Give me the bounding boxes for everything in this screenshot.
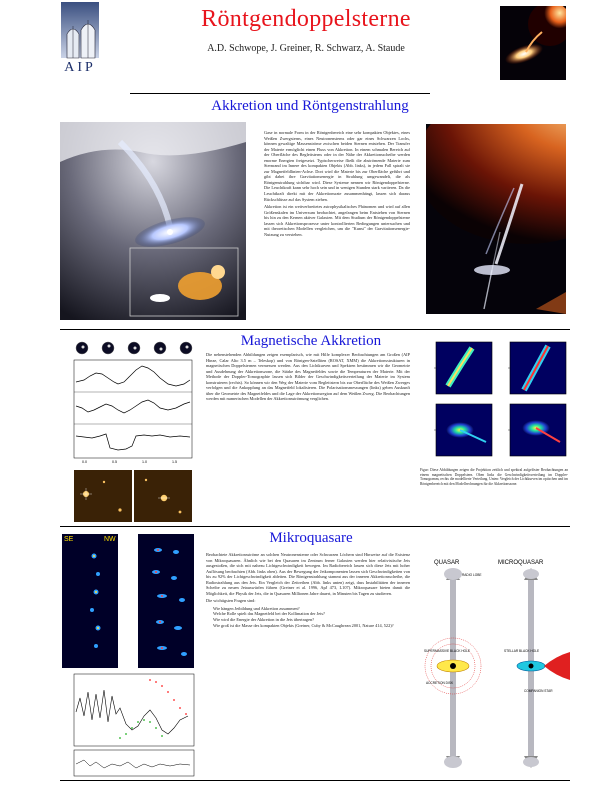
- pol-tick-0: 0.0: [82, 460, 87, 464]
- se-label: SE: [64, 536, 74, 543]
- microquasar-questions-intro: Die wichtigsten Fragen sind:: [206, 598, 256, 604]
- accretion-text: [264, 130, 410, 316]
- radio-jet-sequence-figure: [58, 530, 196, 670]
- xray-radio-timeseries-figure: [60, 672, 196, 780]
- right-star-label: COMPANION STAR: [524, 689, 553, 693]
- accretion-paragraph-2: Akkretion ist ein weitverbreitetes astrophysikalisches Phänomen und wird auf allen Größenskalen im Universum beobachtet, angefangen beim Entstehen von Sternen bis hin zu den Kernen aktiver Galaxien. Mit dem Studium der Röntgendoppelsterne lassen sich Akkretionsprozesse unter kontrollierten Bedingungen untersuchen und mit theoretischen Modellen vergleichen, um die "Kunst" der Gravitationsenergie-Nutzung zu verstehen.: [264, 204, 410, 237]
- left-disk-label: ACCRETION DISK: [426, 681, 454, 685]
- author-list: A.D. Schwope, J. Greiner, R. Schwarz, A. Staude: [207, 43, 405, 54]
- question-item: • Wie wird die Energie der Akkretion in die Jets übertragen?: [213, 617, 410, 623]
- pol-tick-1: 0.5: [112, 460, 117, 464]
- section-title-magnetic: Magnetische Akkretion: [240, 333, 382, 349]
- left-bh-label: SUPERMASSIVE BLACK HOLE: [424, 649, 471, 653]
- wd-phase-icons: [76, 342, 192, 354]
- quasar-microquasar-diagram: [420, 556, 570, 776]
- jet-red-giant-illustration: [426, 124, 566, 314]
- nw-label: NW: [104, 536, 116, 543]
- accretion-paragraph-1: Gase in normale Form in der Röntgenbereich eine sehr kompakten Objektes, eines Weißen Zwergsterns, eines Neutronensterns oder gar eines Schwarzen Lochs, können gewaltige Massenströme zwischen beiden Sternen entstehen. Der Transfer der Materie ermöglicht einen Fluss von Akkretion. In einem schmalen Bereich auf der Oberfläche des Begleitsterns oder in der Nähe der Akkretionsscheibe werden enorme Energien freigesetzt. Typischerweise fließt die abströmende Materie zum Sternrand im Innere des kompakten Objekts (Abb. links), in jedem Fall spiralt sie zur Magnetfeldlinien-Achse. Dort wird die Materie bis zur Oberfläche geführt und gibt dabei ihre Gravitationsenergie in Strahlung umgewandelt, die als Röntgenstrahlung sichtbar wird. Diese Systeme nennen wir Röntgendoppelsterne. Die Leuchtkraft kann sehr hoch sein und in wenigen Stunden stark variieren. Da die Leuchtkraft direkt mit der Akkretionsrate zusammenhängt, lassen sich daraus Rückschlüsse auf das System ziehen.: [264, 130, 410, 202]
- section-title-microquasar: Mikroquasare: [269, 530, 353, 546]
- doppler-tomogram-figure: [420, 338, 570, 462]
- accretion-disk-illustration: [60, 122, 246, 320]
- quasar-label: QUASAR: [434, 560, 460, 566]
- pol-tick-2: 1.0: [142, 460, 147, 464]
- question-item: • Wie hängen Jetbildung und Akkretion zusammen?: [213, 606, 410, 612]
- page-title: Röntgendoppelsterne: [201, 6, 411, 32]
- magnetic-figure-caption: Figur: Diese Abbildungen zeigen die Projektion zeitlich und spektral aufgelöster Beobachtungen an einem magnetischen Doppelstern. Oben links die Geschwindigkeitsverteilung im Doppler-Tomogramm, rechts die modellierte Verteilung. Unten: Vergleich der Lichtkurven im optischen und im Röntgenbereich mit den Modellrechnungen für die Akkretionszone.: [420, 468, 568, 486]
- microquasar-paragraph: Beobachtete Akkretionsströme an solchen Neutronensterne oder Schwarzen Löchern sind Hinweise auf die Existenz von Mikroquasaren. Ähnlich wie bei den Quasaren im Zentrum ferner Galaxien werden hier relativistische Jets ausgestoßen, die sich mit nahezu Lichtgeschwindigkeit bewegen. Im Radiobereich lassen sich diese Jets mit hoher Auflösung beobachten (Abb. links oben). Aus der Bewegung der Jetkomponenten lassen sich Geschwindigkeiten von bis zu 92% der Lichtgeschwindigkeit ableiten. Die Röntgenstrahlung stammt aus der inneren Akkretionsscheibe, die Radiostrahlung aus den Jets. Ein Vergleich der Zeitreihen (Abb. links unten) zeigt, dass Instabilitäten der inneren Scheibe zu neuen Jetauswürfen führen (Greiner et al. 1996, ApJ 473, L107). Mikroquasare bieten damit die Möglichkeit, die Physik der Jets, die in Quasaren Millionen Jahre dauert, in Minuten bis Tagen zu studieren.: [206, 552, 410, 596]
- bottom-rule: [60, 780, 570, 781]
- pol-tick-3: 1.5: [172, 460, 177, 464]
- question-item: • Wie groß ist die Masse des kompakten Objekts (Greiner, Cuby & McCaughrean 2001, Nature 414, 522)?: [213, 623, 410, 629]
- right-bh-label: STELLAR BLACK HOLE: [504, 649, 540, 653]
- section-divider-1: [60, 329, 570, 330]
- magnetic-text: Die nebenstehenden Abbildungen zeigen exemplarisch, wie mit Hilfe komplexer Beobachtungen am Großen (AIP Hinze, Calar Alto 3.5 m – Teleskop) und von Röntgen-Satelliten (ROSAT, XMM) die Akkretionsstrukturen in magnetischen Doppelsternen vermessen werden. Aus den Lichtkurven und Spektren bestimmen wir die Geometrie und Ausdehnung der Akkretionszone, die Stärke des Magnetfeldes sowie die Temperaturen der Materie. Mit der Methode der Doppler-Tomographie lassen sich Bilder der Geschwindigkeitsverteilung der Materie im System konstruieren (rechts). So können wir den Weg der Materie vom Begleitstern bis zur Oberfläche des Weißen Zwerges verfolgen und die Ankopplung an das Magnetfeld lokalisieren. Die Polarisationsmessungen (links) geben Auskunft über die Geometrie des Magnetfeldes und die Lage der Akkretionsregion auf dem Weißen Zwerg. Die Beobachtungen werden mit numerischen Modellen der Akkretionsströmung verglichen.: [206, 352, 410, 402]
- section-divider-2: [60, 526, 570, 527]
- aip-logo-text: AIP: [64, 60, 96, 75]
- section-title-accretion: Akkretion und Röntgenstrahlung: [211, 98, 409, 114]
- microquasar-text: [206, 552, 410, 772]
- question-item: • Welche Rolle spielt das Magnetfeld bei der Kollimation der Jets?: [213, 611, 410, 617]
- microquasar-question-list: [206, 606, 410, 628]
- microquasar-label: MICROQUASAR: [498, 560, 544, 566]
- header-binary-star-image: [500, 6, 566, 80]
- left-jet-top-label: RADIO LOBE: [462, 573, 482, 577]
- header-rule: [130, 93, 430, 94]
- polarization-lightcurve-figure: [60, 340, 196, 526]
